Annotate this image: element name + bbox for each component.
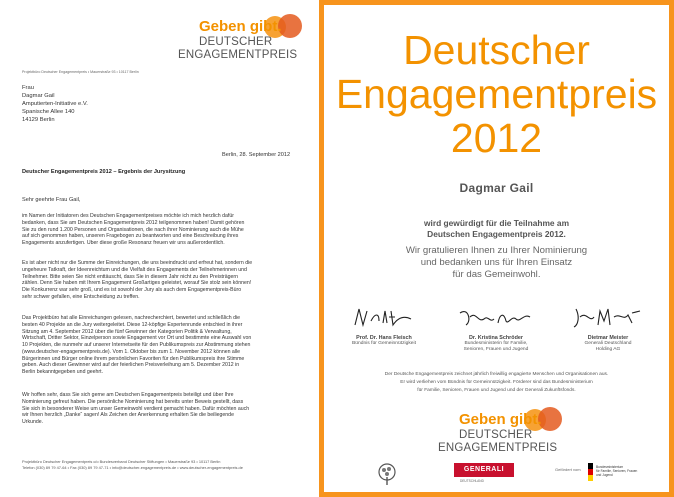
- text-line: Wirtschaft, Dritter Sektor, Einzelperson sowie Engagement vor Ort und bestimmte eine Auswahl von: [22, 335, 252, 342]
- logo-line-2: ENGAGEMENTPREIS: [438, 442, 558, 454]
- signatory-2: [448, 303, 544, 353]
- recipient-address: [22, 84, 88, 124]
- federal-eagle-icon: [588, 463, 593, 481]
- text-line: Urkunde.: [22, 419, 44, 425]
- signatory-name: Dr. Kristina Schröder: [469, 335, 523, 341]
- signature-icon: [456, 303, 536, 333]
- logo-line-1: DEUTSCHER: [199, 36, 273, 48]
- text-line: Sitzung am 4. September 2012 über die fünf Gewinner der Kategorien Politik & Verwaltung,: [22, 328, 232, 335]
- text-line: Engagements anzufertigen. Über diese große Resonanz freuen wir uns außerordentlich.: [22, 240, 225, 246]
- ministry-line: und Jugend: [596, 473, 613, 477]
- text-line: Berlin bekanntgegeben und geehrt.: [22, 369, 104, 375]
- funded-by-label: Gefördert vom: [555, 467, 581, 472]
- letter-salutation: Sehr geehrte Frau Gail,: [22, 197, 81, 203]
- text-line: wir Ihnen herzlich „Danke“ sagen! Als Zeichen der Anerkennung erhalten Sie die beiliegende: [22, 412, 234, 419]
- address-line: Spanische Allee 140: [22, 109, 75, 116]
- text-line: Es ist aber nicht nur die Summe der Einreichungen, die uns beeindruckt und erfreut hat, sondern die: [22, 260, 253, 266]
- letter-subject: Deutscher Engagementpreis 2012 – Ergebnis der Jurysitzung: [22, 169, 186, 175]
- signatory-title: Bundesministerin für Familie,: [464, 341, 528, 346]
- ministry-line: Bundesministerium: [596, 465, 624, 469]
- thanks-line-2: und bedanken uns für Ihren Einsatz: [420, 257, 573, 268]
- text-line: Teilnehmer. Bitte seien Sie nicht enttäuscht, dass Sie in diesem Jahr nicht zu den Preisträgern: [22, 273, 238, 280]
- signatory-name: Dietmar Meister: [587, 335, 629, 341]
- text-line: im Namen der Initiatoren des Deutschen Engagementpreises möchte ich mich herzlich dafür: [22, 213, 234, 219]
- award-note-line: Er wird verliehen vom Bündnis für Gemeinnützigkeit. Förderer sind das Bundesministerium: [400, 380, 593, 385]
- letter-date: Berlin, 28. September 2012: [222, 152, 291, 158]
- logo-line-2: ENGAGEMENTPREIS: [178, 49, 298, 61]
- letter-footer: [22, 459, 243, 471]
- paragraph-1: [22, 213, 298, 247]
- text-line: ungeheure Tatkraft, der Ideenreichtum und die Vielfalt des Engagements der Teilnehmerinnen und: [22, 266, 247, 273]
- award-note-line: für Familie, Senioren, Frauen und Jugend und der Generali Zukunftsfonds.: [417, 388, 576, 393]
- paragraph-4: [22, 392, 298, 426]
- logo-tagline: Geben gibt.: [459, 411, 542, 428]
- sender-line: Projektbüro Deutscher Engagementpreis • Mauerstraße 93 • 10117 Berlin: [22, 70, 139, 74]
- certificate-title-line-2: Engagementpreis: [335, 71, 658, 117]
- text-line: Das Projektbüro hat alle Einreichungen gelesen, nachrecherchiert, bewertet und schließlich die: [22, 315, 240, 321]
- address-line: 14129 Berlin: [22, 117, 55, 124]
- signature-icon: [570, 303, 646, 333]
- certificate-frame: [319, 0, 674, 497]
- signatory-title: Senioren, Frauen und Jugend: [463, 347, 529, 353]
- certificate-title-line-1: Deutscher: [403, 27, 590, 73]
- generali-logo-icon: GENERALI: [454, 463, 514, 477]
- footer-line: Projektbüro Deutscher Engagementpreis c/o Bundesverband Deutscher Stiftungen • Mauerstraße 93 • 10117 Berlin: [22, 459, 221, 464]
- address-line: Frau: [22, 85, 34, 91]
- text-line: Nominierung gefreut haben. Die persönliche Nominierung hat bereits unter Beweis gestellt, dass: [22, 398, 244, 405]
- signatory-title: Generali Deutschland: [584, 341, 632, 346]
- text-line: Die Konkurrenz war sehr groß, und es ist sowohl der Jury als auch dem Engagementpreis-Büro: [22, 287, 242, 293]
- ministry-logo: [588, 463, 640, 481]
- signatory-1: [336, 303, 432, 347]
- certificate-logo: [438, 407, 568, 455]
- address-line: Dagmar Gail: [22, 93, 55, 100]
- text-line: Sie sich in besonderer Weise um unser Gemeinwohl verdient gemacht haben. Dafür möchten auch: [22, 405, 250, 412]
- text-line: Sie zu den rund 1.200 Personen und Organisationen, die nach ihrer Nominierung auch die Mühe: [22, 226, 244, 233]
- signatory-3: [560, 303, 656, 353]
- text-line: zählen. Denn Sie haben mit Ihrem Engagement Großartiges geleistet, worauf Sie stolz sein können!: [22, 280, 252, 287]
- certificate-page: [324, 5, 669, 492]
- letter-page: [0, 0, 318, 497]
- paragraph-2: [22, 260, 298, 301]
- text-line: geben. Auch dieser Gewinner wird auf der feierlichen Preisverleihung am 5. Dezember 2012 in: [22, 362, 240, 369]
- ministry-name: [596, 465, 637, 477]
- text-line: auf sich genommen haben, unseren Fragebogen zu beantworten und eine Beschreibung ihres: [22, 233, 239, 240]
- paragraph-3: [22, 315, 298, 376]
- signatory-title: Bündnis für Gemeinnützigkeit: [352, 341, 416, 346]
- signatory-name: Prof. Dr. Hans Fleisch: [356, 335, 412, 341]
- text-line: Bürgerinnen und Bürger online ihrem persönlichen Favoriten für den Publikumspreis ihre Stimme: [22, 355, 245, 362]
- honored-line-2: Deutschen Engagementpreis 2012.: [427, 229, 566, 239]
- certificate-title-line-3: 2012: [450, 115, 543, 161]
- logo-tagline: Geben gibt.: [199, 18, 282, 35]
- text-line: 10 Projekten, die nunmehr auf unserer Internetseite für den Publikumspreis zur Abstimmung stehen: [22, 342, 251, 348]
- text-line: Wir hoffen sehr, dass Sie sich gerne am Deutschen Engagementpreis beteiligt und über Ihre: [22, 392, 234, 398]
- signature-icon: [349, 303, 419, 333]
- thanks-line-1: Wir gratulieren Ihnen zu Ihrer Nominierung: [405, 245, 588, 256]
- footer-line: Telefon (030) 89 79 47-64 • Fax (030) 89 79 47-71 • info@deutscher-engagementpreis.de • www.deutscher-engagementpreis.de: [22, 465, 243, 470]
- ministry-line: für Familie, Senioren, Frauen: [596, 469, 638, 473]
- recipient-name: Dagmar Gail: [459, 181, 534, 195]
- text-line: bedanken, dass Sie am Deutschen Engagementpreis 2012 teilgenommen haben! Damit gehören: [22, 219, 245, 226]
- thanks-line-3: für das Gemeinwohl.: [452, 269, 541, 280]
- honored-line-1: wird gewürdigt für die Teilnahme am: [423, 218, 570, 228]
- letter-logo: [178, 14, 308, 62]
- text-line: besten 40 Projekte an die Jury weitergeleitet. Diese 12-köpfige Expertenrunde entschied in ihrer: [22, 321, 243, 328]
- generali-sub-label: DEUTSCHLAND: [460, 479, 484, 483]
- address-line: Amputierten-Initiative e.V.: [22, 101, 88, 108]
- logo-line-1: DEUTSCHER: [459, 429, 533, 441]
- text-line: (www.deutscher-engagementpreis.de). Vom 1. Oktober bis zum 1. November 2012 können alle: [22, 348, 240, 355]
- text-line: sehr schwer gefallen, eine Entscheidung zu treffen.: [22, 293, 140, 300]
- tree-logo-icon: [376, 463, 398, 492]
- signatory-title: Holding AG: [595, 347, 621, 353]
- award-note-line: Der Deutsche Engagementpreis zeichnet jährlich freiwillig engagierte Menschen und Organisationen aus.: [384, 372, 609, 377]
